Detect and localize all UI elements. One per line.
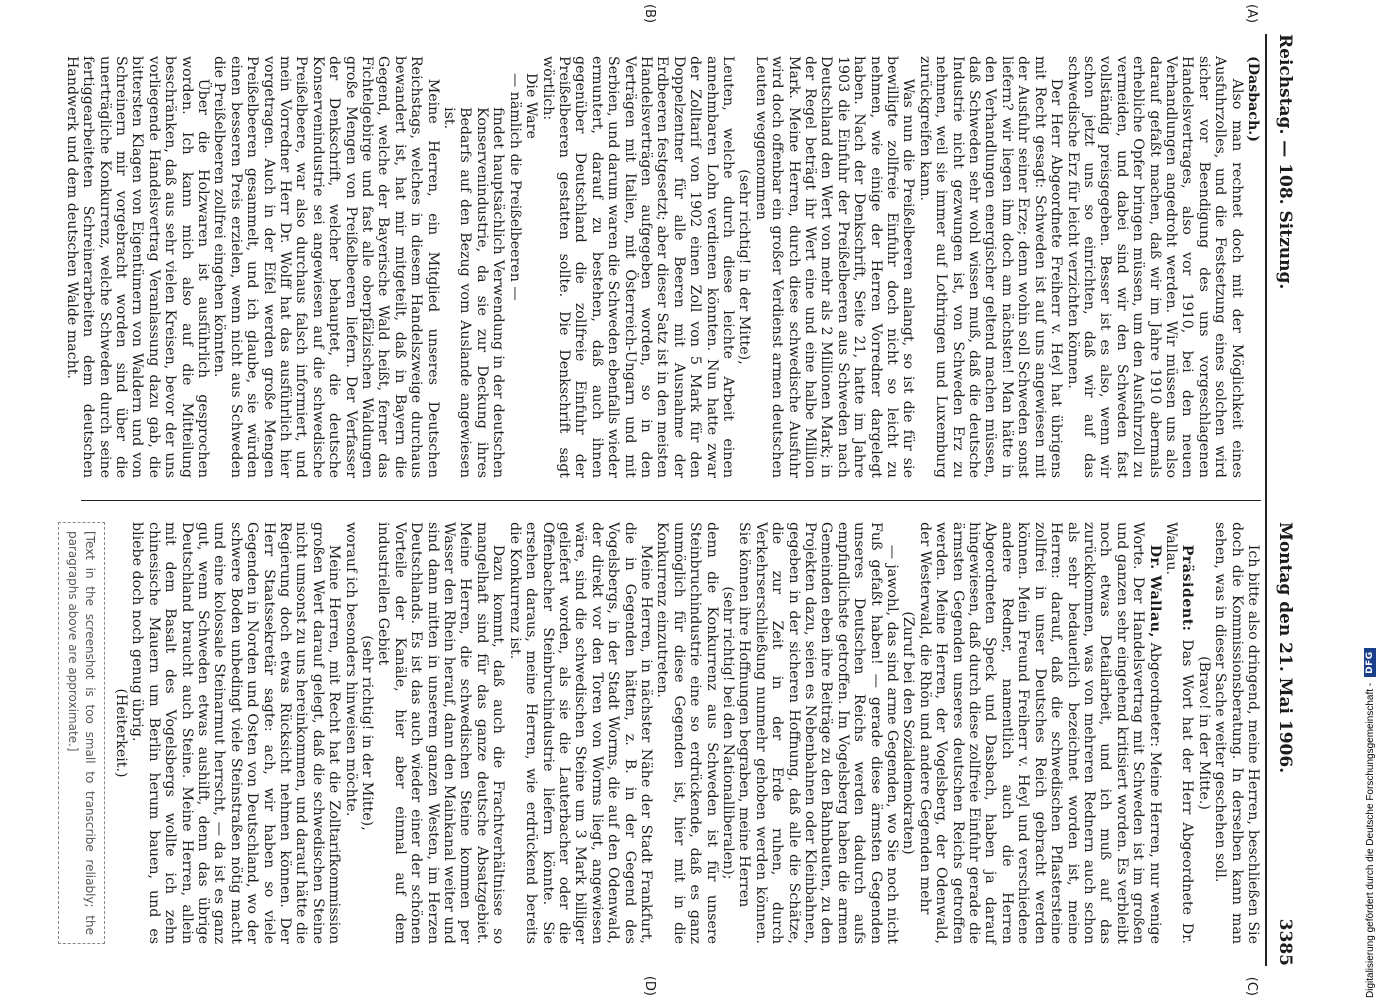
interjection: (Heiterkeit.) [112, 688, 129, 778]
session-title: Reichstag. — 108. Sitzung. [1275, 34, 1295, 290]
interjection: (sehr richtig! bei den Nationalliberalen); [720, 586, 736, 880]
digitization-credit [1362, 0, 1378, 998]
quote-line: — nämlich die Preißelbeeren — [506, 73, 523, 301]
interjection: (Zuruf bei den Sozialdemokraten) [900, 611, 917, 855]
speaker-role: Abgeordneter: [1146, 642, 1163, 748]
margin-marker-d: (D) [642, 975, 657, 996]
quote-line: Die Ware [523, 73, 540, 139]
credit-text: Digitalisierung gefördert durch die Deutsche Forschungsgemeinschaft - [1364, 682, 1376, 998]
speaker-tag: (Dasbach.) [1245, 56, 1261, 142]
quote-line: findet hauptsächlich Verwendung in der deutschen Konservenindustrie, da sie zur Deckung ihres Bedarfs auf den Bezug vom Auslande angewiesen ist. [441, 107, 507, 478]
paragraph: Meine Herren, in nächster Nähe der Stadt Frankfurt, die in Gegenden hätten, z. B. in der Gegend des Vogelsbergs, in der Stadt Worms, die auf den Odenwald, der direkt vor den Toren von Worms liegt, angewiesen wäre, sind die schwedischen Steine um 3 Mark billiger geliefert worden, als sie die Lauterbacher oder die Offenbacher Steinbruchindustrie liefern könnte. Sie ersehen daraus, meine Herren, wie erdrückend bereits die Konkurrenz ist. [506, 522, 654, 944]
page-number: 3385 [1275, 918, 1295, 966]
paragraph: denn die Konkurrenz aus Schweden ist für unsere Steinbruchindustrie eine so erdrückende, daß es ganz unmöglich für diese Gegenden ist, hier mit in die Konkurrenz einzutreten. [654, 522, 720, 944]
document-page [15, 0, 1305, 1000]
page-header [1269, 34, 1295, 966]
paragraph: Also man rechnet doch mit der Möglichkeit eines Ausfuhrzolles, und die Festsetzung eines solchen wird sicher vor Beendigung des uns vorgeschlagenen Handelsvertrages, also vor 1910, bei den neuen Verhandlungen angedroht werden. Wir müssen uns also darauf gefaßt machen, daß wir im Jahre 1910 abermals erhebliche Opfer bringen müssen, um den Ausfuhrzoll zu vermeiden, und dabei sind wir den Schweden fast vollständig preisgegeben. Besser ist es also, wenn wir schon jetzt uns so einrichten, daß wir auf das schwedische Erz für leicht verzichten können. [1064, 56, 1245, 478]
paragraph: Ich bitte also dringend, meine Herren, beschließen Sie doch die Kommissionsberatung. In derselben kann man sehen, was in dieser Sache weiter geschehen soll. [1212, 522, 1261, 944]
session-date: Montag den 21. Mai 1906. [1275, 522, 1295, 774]
paragraph: Meine Herren, mit Recht hat die Zolltarifkommission großen Wert darauf gelegt, daß die schwedischen Steine nicht umsonst zu uns hereinkommen, und darauf hätte die Regierung doch etwas Rücksicht nehmen können. Der Herr Staatssekretär sagte: ach, wir haben so viele Gegenden in Norden und Osten von Deutschland, wo der schwere Boden unbedingt viele Steinstraßen nötig macht und eine kolossale Steinarmut herrscht, — da ist es ganz gut, wenn Schweden etwas aushilft, denn das übrige Deutschland braucht auch Steine. Meine Herren, allein mit dem Basalt des Vogelsbergs wollte ich zehn chinesische Mauern um Berlin herum bauen, und es bliebe doch noch genug übrig. [129, 522, 343, 944]
paragraph: — jawohl, das sind arme Gegenden, wo Sie noch nicht Fuß gefaßt haben! — gerade diese ärmsten Gegenden unseres Deutschen Reichs werden dadurch aufs empfindlichste getroffen. Im Vogelsberg haben die armen Gemeinden eben ihre Beiträge zu den Bahnbauten, zu den Projekten dazu, seien es Nebenbahnen oder Kleinbahnen, gegeben in der sicheren Hoffnung, daß alle die Schätze, die zur Zeit in der Erde ruhen, durch Verkehrserschließung nunmehr gehoben werden können. Sie können ihre Hoffnungen begraben, meine Herren [736, 522, 901, 944]
paragraph: worauf ich besonders hinweisen möchte. [342, 522, 359, 817]
interjection: (sehr richtig! in der Mitte), [736, 169, 753, 365]
interjection: (Bravo! in der Mitte.) [1195, 656, 1212, 810]
president-remark [1163, 522, 1196, 944]
text-columns [41, 4, 1261, 996]
illegible-text-placeholder: [Text in the screenshot is too small to transcribe reliably; the paragraphs above are approximate.] [58, 522, 105, 944]
header-rule [1265, 34, 1267, 966]
paragraph: Meine Herren, ein Mitglied unseres Deutschen Reichstags, welches in diesem Handelszweige durchaus bewandert ist, hat mir mitgeteilt, daß in Bayern die Gegend, welche der Bayerische Wald heißt, ferner das Fichtelgebirge und fast alle oberpfälzischen Waldungen große Mengen von Preißelbeeren liefern. Der Verfasser der Denkschrift, welcher behauptet, die deutsche Konservenindustrie sei angewiesen auf die schwedische Preißelbeere, war also durchaus falsch informiert, und mein Vorredner Herr Dr. Wolff hat das ausführlich hier vorgetragen. Auch in der Eifel werden große Mengen Preißelbeeren gesammelt, und ich glaube, sie würden einen besseren Preis erzielen, wenn nicht aus Schweden die Preißelbeeren zollfrei eingehen könnten. [211, 56, 441, 478]
president-label: Präsident: [1179, 544, 1196, 632]
interjection: (sehr richtig! in der Mitte), [359, 635, 376, 831]
left-column [41, 4, 1261, 500]
speech-opening [916, 522, 1162, 944]
paragraph: Dazu kommt, daß auch die Frachtverhältnisse so mangelhaft sind für das ganze deutsche Absatzgebiet. Meine Herren, die schwedischen Steine kommen per Wasser den Rhein herauf, dann den Mainkanal weiter und sind dann mitten in unserem ganzen Westen, im Herzen Deutschlands. Es ist das auch wieder einer der schönen Vorteile der Kanäle, hier aber einmal auf dem industriellen Gebiet [375, 522, 507, 944]
margin-marker-c: (C) [1244, 976, 1259, 996]
dfg-logo: DFG [1364, 648, 1376, 677]
paragraph: Was nun die Preißelbeeren anlangt, so ist die für sie bewilligte zollfreie Einfuhr doch nicht so leicht zu nehmen, wie einige der Herren Vorredner dargelegt haben. Nach der Denkschrift, Seite 21, hatte im Jahre 1903 die Einfuhr der Preißelbeeren aus Schweden nach Deutschland den Wert von mehr als 2 Millionen Mark; in der Regel beträgt ihr Wert eine und eine halbe Million Mark. Meine Herren, durch diese schwedische Ausfuhr wird doch offenbar ein großer Verdienst armen deutschen Leuten weggenommen [752, 56, 917, 478]
paragraph: Leuten, welche durch diese leichte Arbeit einen annehmbaren Lohn verdienen könnten. Nun hatte zwar der Zolltarif von 1902 einen Zoll von 5 Mark für den Doppelzentner für alle Beeren mit Ausnahme der Erdbeeren festgesetzt; aber dieser Satz ist in den meisten Handelsverträgen aufgegeben worden, so in den Verträgen mit Italien, mit Österreich-Ungarn und mit Serbien, und darum waren die Schweden ebenfalls wieder ermuntert, darauf zu bestehen, daß auch ihnen gegenüber Deutschland die zollfreie Einfuhr der Preißelbeeren gestatten sollte. Die Denkschrift sagt wörtlich: [539, 56, 736, 478]
speech-text: Meine Herren, nur wenige Worte. Der Handelsvertrag mit Schweden ist im großen und ganzen sehr eingehend kritisiert worden. Es verbleibt noch etwas Detailarbeit, und ich muß auf das zurückkommen, was von mehreren Rednern auch schon als sehr bedauerlich bezeichnet worden ist, meine Herren: darauf, daß die schwedischen Pflastersteine zollfrei in unser Deutsches Reich gebracht werden können. Mein Freund Freiherr v. Heyl und verschiedene andere Redner, namentlich auch die Herren Abgeordneten Speck und Dasbach, haben ja darauf hingewiesen, daß durch diese zollfreie Einfuhr gerade die ärmsten Gegenden unseres deutschen Reichs getroffen werden. Meine Herren, der Vogelsberg, der Odenwald, der Westerwald, die Rhön und andere Gegenden mehr [916, 522, 1163, 944]
speaker-label: Dr. Wallau, [1146, 544, 1163, 638]
president-text: Das Wort hat der Herr Abgeordnete Dr. Wallau. [1162, 522, 1196, 945]
right-column [41, 500, 1261, 996]
margin-marker-b: (B) [642, 4, 657, 24]
margin-marker-a: (A) [1244, 4, 1259, 24]
paragraph: Der Herr Abgeordnete Freiherr v. Heyl hat übrigens mit Recht gesagt: Schweden ist auf uns angewiesen mit der Ausfuhr seiner Erze; denn wohin soll Schweden sonst liefern? wir liegen ihm doch am nächsten! Man hätte in den Verhandlungen energischer geltend machen müssen, daß Schweden sehr wohl wissen muß, daß die deutsche Industrie nicht gezwungen ist, von Schweden Erz zu nehmen, weil sie immer auf Lothringen und Luxemburg zurückgreifen kann. [916, 56, 1065, 478]
paragraph: Über die Holzwaren ist ausführlich gesprochen worden. Ich kann mich also auf die Mitteilung beschränken, daß aus sehr vielen Kreisen, bevor der uns vorliegende Handelsvertrag Veranlassung dazu gab, die bittersten Klagen von Eigentümern von Waldern und von Schreinern mir vorgebracht worden sind über die unerträgliche Konkurrenz, welche Schweden durch seine fertiggearbeiteten Schreinerarbeiten dem deutschen Handwerk und dem deutschen Walde macht. [63, 56, 211, 478]
